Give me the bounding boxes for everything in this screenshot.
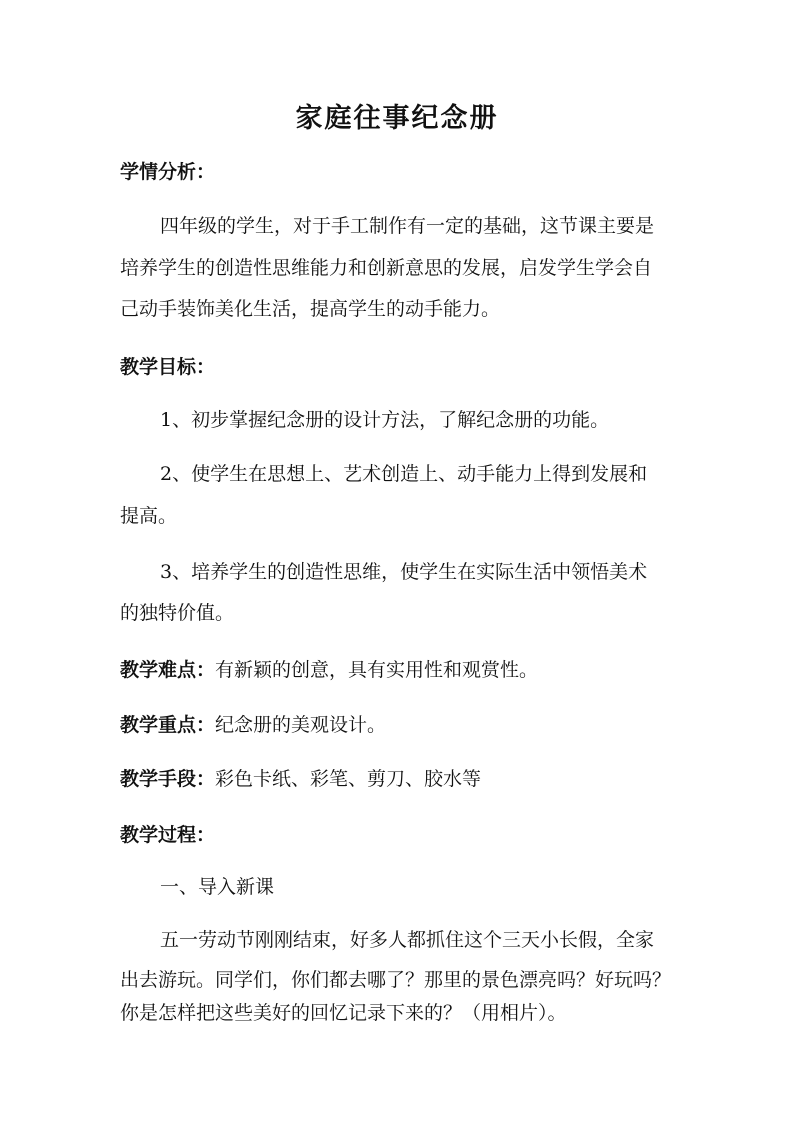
focus-label: 教学重点： [120, 714, 216, 736]
process-step-1: 一、导入新课 [160, 876, 275, 898]
means-row [120, 770, 680, 789]
focus-row [120, 716, 680, 735]
process-line-1: 五一劳动节刚刚结束，好多人都抓住这个三天小长假，全家 [160, 929, 655, 951]
difficulty-row [120, 661, 680, 680]
analysis-heading: 学情分析： [120, 161, 216, 183]
process-line-2: 出去游玩。同学们，你们都去哪了？那里的景色漂亮吗？好玩吗？ [120, 969, 672, 991]
process-heading: 教学过程： [120, 824, 216, 846]
analysis-line-2: 培养学生的创造性思维能力和创新意思的发展，启发学生学会自 [120, 257, 653, 279]
difficulty-text: 有新颖的创意，具有实用性和观赏性。 [215, 659, 539, 681]
means-text: 彩色卡纸、彩笔、剪刀、胶水等 [215, 768, 482, 790]
means-label: 教学手段： [120, 768, 216, 790]
goal-item-3: 3、培养学生的创造性思维，使学生在实际生活中领悟美术 [160, 561, 648, 583]
goal-item-2: 2、使学生在思想上、艺术创造上、动手能力上得到发展和 [160, 463, 648, 485]
analysis-line-3: 己动手装饰美化生活，提高学生的动手能力。 [120, 298, 501, 320]
process-line-3: 你是怎样把这些美好的回忆记录下来的？（用相片）。 [120, 1002, 567, 1024]
goals-heading: 教学目标： [120, 356, 216, 378]
goal-item-2-cont: 提高。 [120, 505, 178, 527]
analysis-line-1: 四年级的学生，对于手工制作有一定的基础，这节课主要是 [160, 215, 655, 237]
difficulty-label: 教学难点： [120, 659, 216, 681]
focus-text: 纪念册的美观设计。 [215, 714, 387, 736]
goal-item-1: 1、初步掌握纪念册的设计方法，了解纪念册的功能。 [160, 409, 610, 431]
document-title: 家庭往事纪念册 [295, 103, 499, 134]
goal-item-3-cont: 的独特价值。 [120, 602, 235, 624]
